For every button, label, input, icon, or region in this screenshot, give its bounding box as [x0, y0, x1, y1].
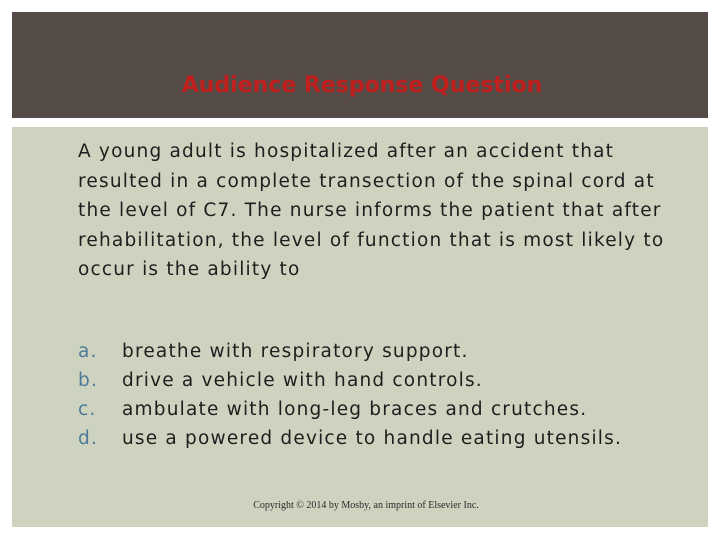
option-text: breathe with respiratory support.: [122, 341, 469, 362]
title-band: [12, 12, 708, 118]
option-letter: b.: [78, 370, 99, 391]
answer-option-b: [78, 366, 698, 395]
option-letter: d.: [78, 428, 99, 449]
answer-options: [78, 337, 698, 453]
copyright-notice: Copyright © 2014 by Mosby, an imprint of Elsevier Inc.: [253, 500, 479, 511]
option-text: use a powered device to handle eating utensils.: [122, 428, 623, 449]
slide-title: Audience Response Question: [181, 73, 543, 98]
option-letter: c.: [78, 399, 97, 420]
option-text: drive a vehicle with hand controls.: [122, 370, 483, 391]
question-text: A young adult is hospitalized after an accident that resulted in a complete transection of the spinal cord at the level of C7. The nurse informs the patient that after rehabilitation, the level of function that is most likely to occur is the ability to: [78, 141, 665, 280]
content-panel: [12, 127, 708, 527]
option-letter: a.: [78, 341, 98, 362]
answer-option-c: [78, 395, 698, 424]
answer-option-a: [78, 337, 698, 366]
option-text: ambulate with long-leg braces and crutches.: [122, 399, 588, 420]
answer-option-d: [78, 424, 698, 453]
